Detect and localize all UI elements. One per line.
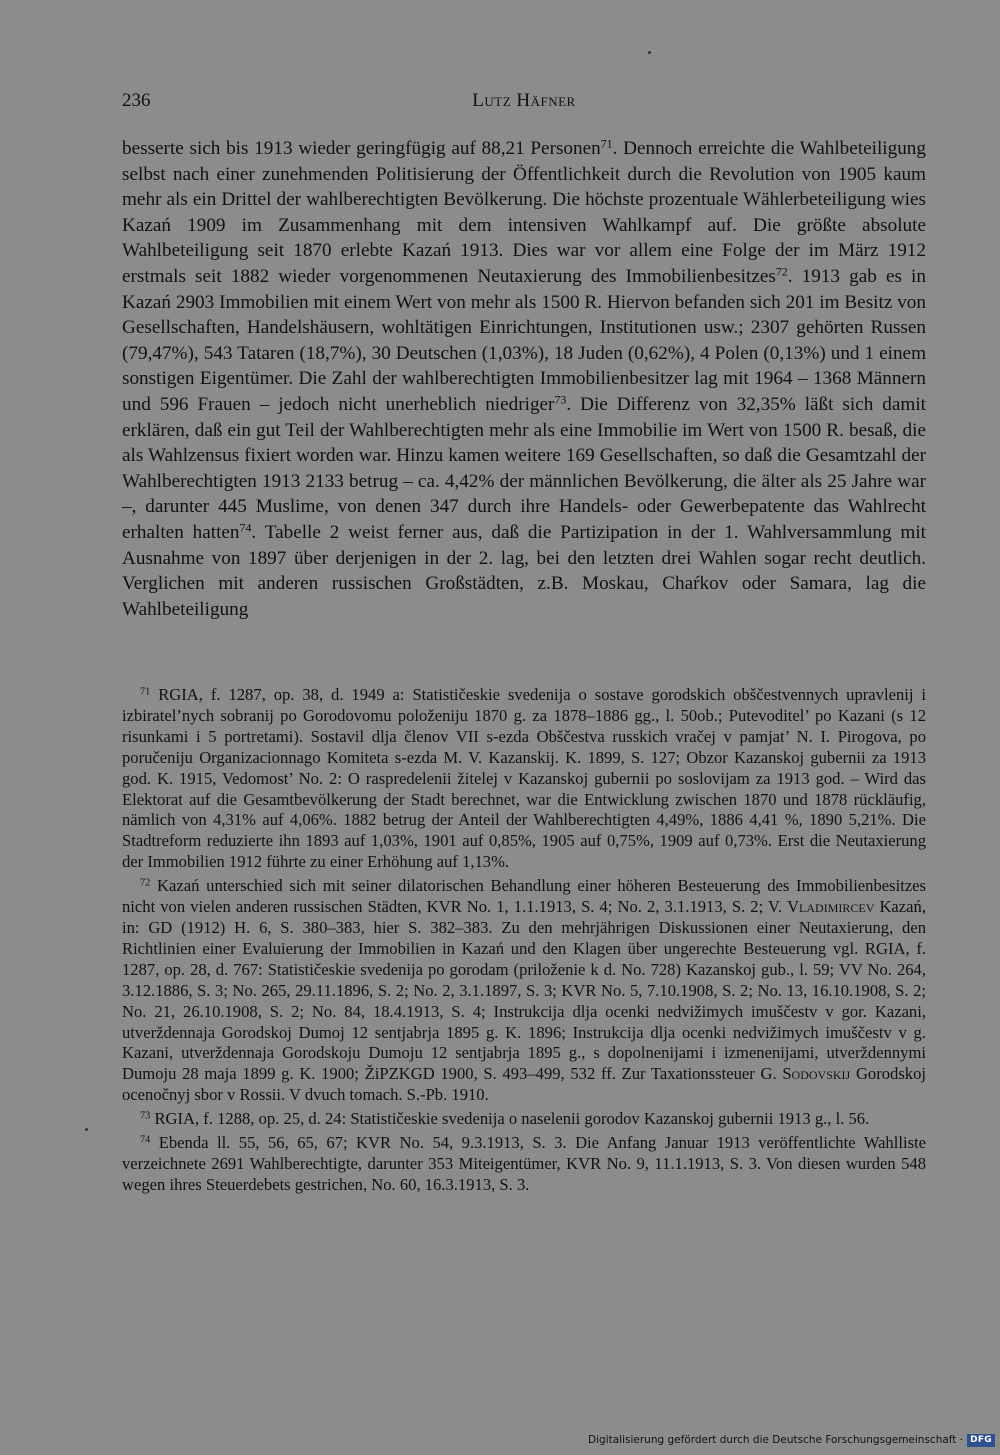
footnote-number: 73 [140,1110,151,1122]
scan-speck [85,1128,88,1131]
footnote-ref-74[interactable]: 74 [239,520,252,535]
footnote-text: Gorodskoj ocenočnyj sbor v Rossii. V dvuch tomach. S.-Pb. 1910. [122,1064,926,1105]
page-number: 236 [122,90,151,111]
cited-author: Vladimircev [787,897,875,917]
footnote-ref-73[interactable]: 73 [554,392,567,407]
footnote-74 [122,1133,926,1196]
body-paragraph [122,136,926,622]
text-segment: . 1913 gab es in Kazań 2903 Immobilien mit einem Wert von mehr als 1500 R. Hiervon befanden sich 201 im Besitz von Gesellschaften, Handelshäusern, wohltätigen Einrichtungen, Institutionen usw.; 2307 gehörten Russen (79,47%), 543 Tataren (18,7%), 30 Deutschen (1,03%), 18 Juden (0,62%), 4 Polen (0,13%) und 1 einem sonstigen Eigentümer. Die Zahl der wahlberechtigten Immobilienbesitzer lag mit 1964 – 1368 Männern und 596 Frauen – jedoch nicht unerheblich niedriger [122,265,926,415]
footnote-number: 71 [140,686,151,698]
footnote-text: RGIA, f. 1288, op. 25, d. 24: Statističeskie svedenija o naselenii gorodov Kazanskoj gubernii 1913 g., l. 56. [154,1109,870,1129]
scan-speck [648,51,651,54]
footnote-text: Ebenda ll. 55, 56, 65, 67; KVR No. 54, 9.3.1913, S. 3. Die Anfang Januar 1913 veröffentlichte Wahlliste verzeichnete 2691 Wahlberechtigte, darunter 353 Miteigentümer, KVR No. 9, 11.1.1913, S. 3. Von diesen wurden 548 wegen ihres Steuerdebets gestrichen, No. 60, 16.3.1913, S. 3. [122,1133,926,1194]
main-text [122,136,926,622]
footnote-number: 74 [140,1134,151,1146]
footnote-73 [122,1109,926,1130]
footnotes [122,685,926,1199]
credit-text: Digitalisierung gefördert durch die Deutsche Forschungsgemeinschaft · [588,1434,964,1446]
footnote-ref-71[interactable]: 71 [600,136,613,151]
dfg-logo: DFG [967,1434,995,1447]
text-segment: . Dennoch erreichte die Wahlbeteiligung selbst nach einer zunehmenden Politisierung der Öffentlichkeit durch die Revolution von 1905 kaum mehr als ein Drittel der wahlberechtigten Bevölkerung. Die höchste prozentuale Wählerbeteiligung wies Kazań 1909 im Zusammenhang mit dem intensiven Wahlkampf auf. Die größte absolute Wahlbeteiligung seit 1870 erlebte Kazań 1913. Dies war vor allem eine Folge der im März 1912 erstmals seit 1882 wieder vorgenommenen Neutaxierung des Immobilienbesitzes [122,138,926,287]
digitization-credit [588,1433,995,1447]
text-segment: besserte sich bis 1913 wieder geringfügig auf 88,21 Personen [122,138,601,159]
running-head [122,90,926,116]
footnote-ref-72[interactable]: 72 [775,264,788,279]
footnote-text: RGIA, f. 1287, op. 38, d. 1949 a: Statističeskie svedenija o sostave gorodskich obščestvennych upravlenij i izbiratel’nych sobranij po Gorodovomu položeniju 1870 g. za 1878–1886 gg., l. 50ob.; Putevoditel’ po Kazani (s 12 risunkami i 5 portretami). Sostavil dlja členov VII s-ezda Obščestva russkich vračej v pamjat’ N. I. Pirogova, po poručeniju Organizacionnago Komiteta s-ezda M. V. Kazanskij. K. 1899, S. 127; Obzor Kazanskoj gubernii za 1913 god. K. 1915, Vedomost’ No. 2: O raspredelenii žitelej v Kazanskoj gubernii po soslovijam za 1913 god. – Wird das Elektorat auf die Gesamtbevölkerung der Stadt berechnet, war die Entwicklung zwischen 1870 und 1878 rückläufig, nämlich von 4,31% auf 4,06%. 1882 betrug der Anteil der Wahlberechtigten 4,49%, 1886 4,41 %, 1890 5,21%. Die Stadtreform reduzierte ihn 1893 auf 1,03%, 1901 auf 0,85%, 1905 auf 0,75%, 1909 auf 0,73%. Erst die Neutaxierung der Immobilien 1912 führte zu einer Erhöhung auf 1,13%. [122,685,926,872]
footnote-72 [122,876,926,1106]
footnote-text: Kazań, in: GD (1912) H. 6, S. 380–383, hier S. 382–383. Zu den mehrjährigen Diskussionen einer Neutaxierung, den Richtlinien einer Evaluierung der Immobilien in Kazań und den Klagen über ungerechte Besteuerung vgl. RGIA, f. 1287, op. 28, d. 767: Statističeskie svedenija po gorodam (priloženie k d. No. 728) Kazanskoj gub., l. 59; VV No. 264, 3.12.1886, S. 3; No. 265, 29.11.1896, S. 2; No. 2, 3.1.1897, S. 3; KVR No. 5, 7.10.1908, S. 2; No. 13, 16.10.1908, S. 2; No. 21, 26.10.1908, S. 2; No. 84, 18.4.1913, S. 4; Instrukcija dlja ocenki nedvižimych imuščestv v gor. Kazani, utverždennaja Gorodskoj Dumoj 12 sentjabrja 1895 g. K. 1896; Instrukcija dlja ocenki nedvižimych imuščestv v g. Kazani, utverždennaja Gorodskoju Dumoju 12 sentjabrja 1895 g., s dopolnenijami i izmenenijami, utverždennymi Dumoju 28 maja 1899 g. K. 1900; ŽiPZKGD 1900, S. 493–499, 532 ff. Zur Taxationssteuer G. [122,897,926,1084]
footnote-text: Kazań unterschied sich mit seiner dilatorischen Behandlung einer höheren Besteuerung des Immobilienbesitzes nicht von vielen anderen russischen Städten, KVR No. 1, 1.1.1913, S. 4; No. 2, 3.1.1913, S. 2; V. [122,876,927,917]
footnote-71 [122,685,926,873]
text-segment: . Die Differenz von 32,35% läßt sich damit erklären, daß ein gut Teil der Wahlberechtigten mehr als eine Immobilie im Wert von 1500 R. besaß, die als Wahlzensus fixiert worden war. Hinzu kamen weitere 169 Gesellschaften, so daß die Gesamtzahl der Wahlberechtigten 1913 2133 betrug – ca. 4,42% der männlichen Bevölkerung, die älter als 25 Jahre war –, darunter 445 Muslime, von denen 347 durch ihre Handels- oder Gewerbepatente das Wahlrecht erhalten hatten [122,393,926,543]
text-segment: . Tabelle 2 weist ferner aus, daß die Partizipation in der 1. Wahlversammlung mit Ausnahme von 1897 über derjenigen in der 2. lag, bei den letzten drei Wahlen sogar recht deutlich. Verglichen mit anderen russischen Großstädten, z.B. Moskau, Chaŕkov oder Samara, lag die Wahlbeteiligung [122,521,926,620]
footnote-number: 72 [140,877,151,889]
running-head-author: Lutz Häfner [472,90,576,111]
cited-author: Sodovskij [782,1064,851,1084]
